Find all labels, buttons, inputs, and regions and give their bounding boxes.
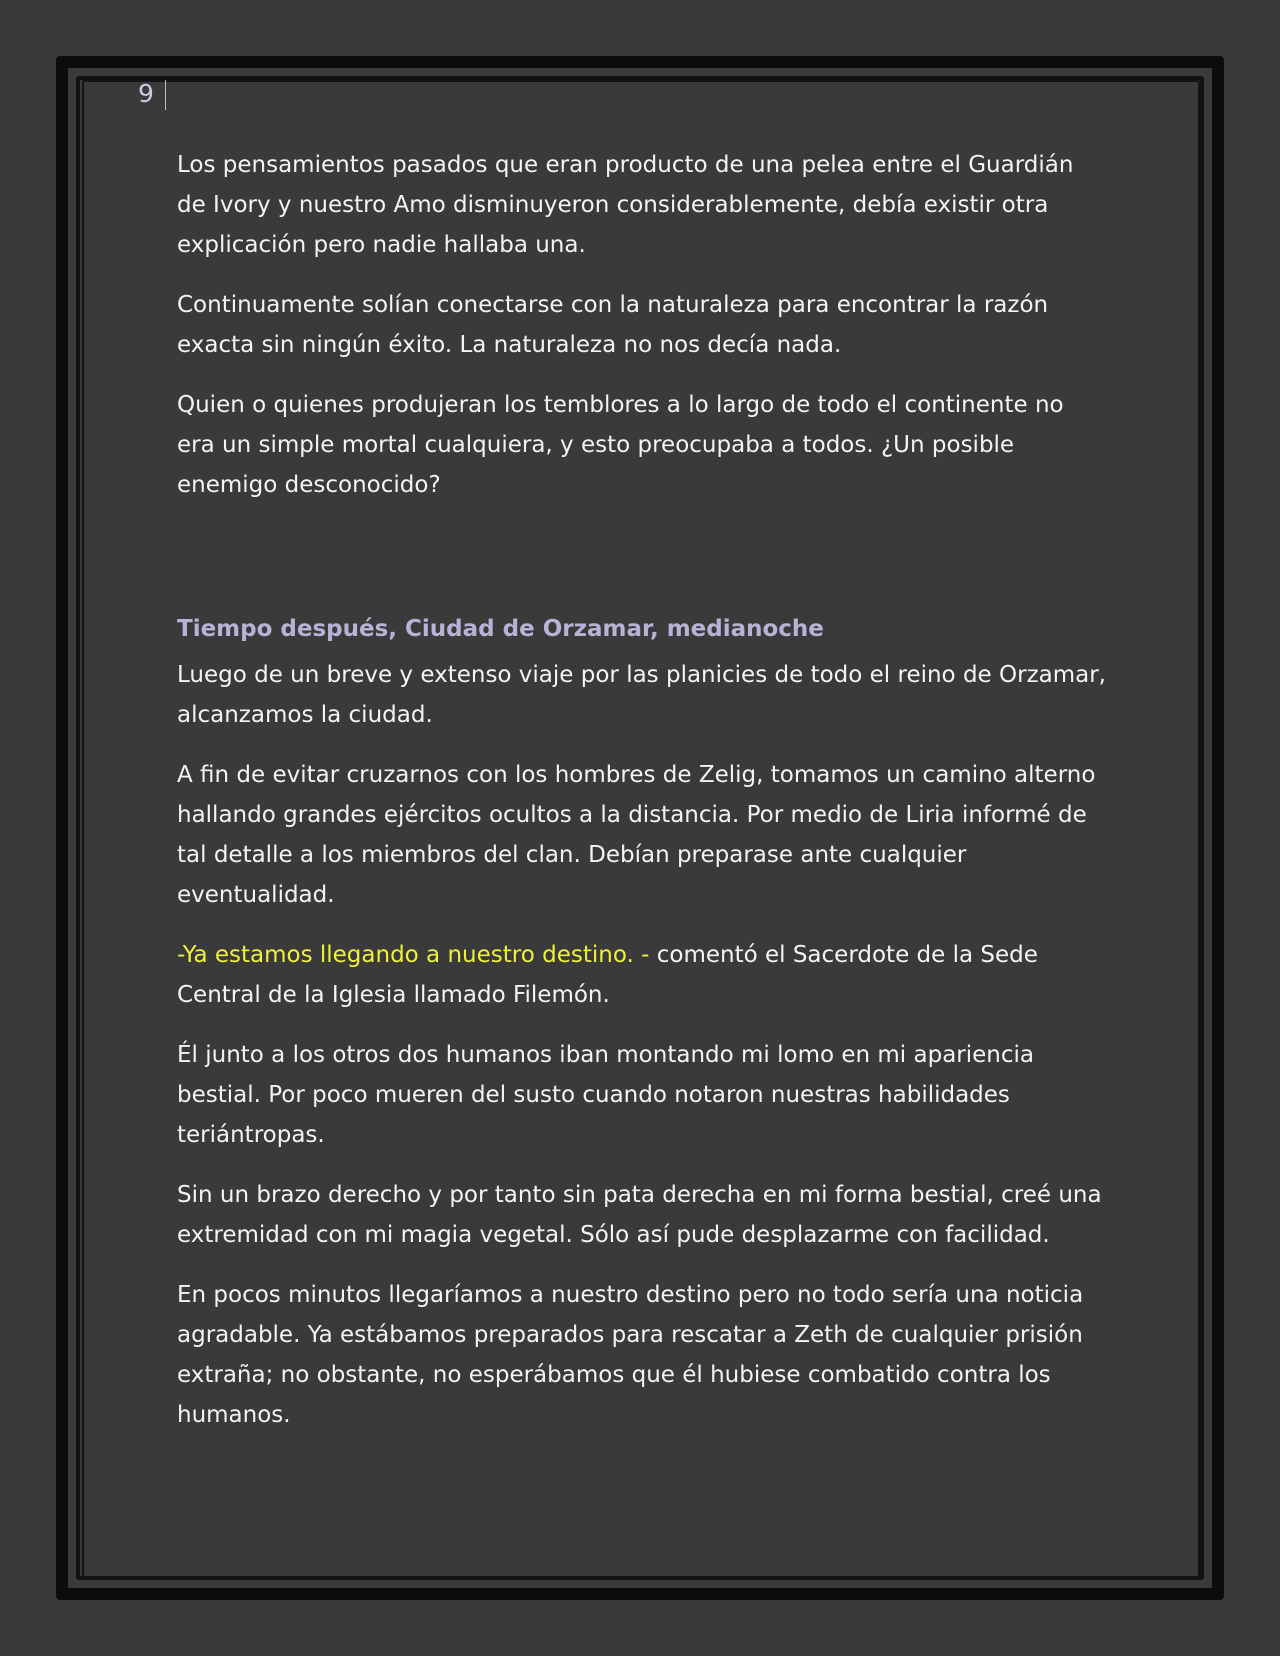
paragraph: Él junto a los otros dos humanos iban montando mi lomo en mi apariencia bestial. Por poco mueren del susto cuando notaron nuestras habilidades teriántropas.	[177, 1042, 1034, 1148]
page-body	[177, 145, 1107, 1455]
page-number: 9	[138, 79, 154, 108]
paragraph: Continuamente solían conectarse con la naturaleza para encontrar la razón exacta sin ningún éxito. La naturaleza no nos decía nada.	[177, 292, 1049, 358]
paragraph: Los pensamientos pasados que eran producto de una pelea entre el Guardián de Ivory y nuestro Amo disminuyeron considerablemente, debía existir otra explicación pero nadie hallaba una.	[177, 152, 1074, 258]
paragraph: Quien o quienes produjeran los temblores a lo largo de todo el continente no era un simple mortal cualquiera, y esto preocupaba a todos. ¿Un posible enemigo desconocido?	[177, 392, 1064, 498]
dialogue-speech: -Ya estamos llegando a nuestro destino. -	[177, 942, 650, 968]
page-number-divider	[165, 80, 166, 110]
paragraph: En pocos minutos llegaríamos a nuestro destino pero no todo sería una noticia agradable. Ya estábamos preparados para rescatar a Zeth de cualquier prisión extraña; no obstante, no esperábamos que él hubiese combatido contra los humanos.	[177, 1282, 1084, 1428]
dialogue-paragraph	[177, 935, 1107, 1015]
paragraph: Luego de un breve y extenso viaje por las planicies de todo el reino de Orzamar, alcanzamos la ciudad.	[177, 662, 1106, 728]
section-heading: Tiempo después, Ciudad de Orzamar, medianoche	[177, 616, 824, 642]
paragraph: Sin un brazo derecho y por tanto sin pata derecha en mi forma bestial, creé una extremidad con mi magia vegetal. Sólo así pude desplazarme con facilidad.	[177, 1182, 1102, 1248]
paragraph: A fin de evitar cruzarnos con los hombres de Zelig, tomamos un camino alterno hallando grandes ejércitos ocultos a la distancia. Por medio de Liria informé de tal detalle a los miembros del clan. Debían preparase ante cualquier eventualidad.	[177, 762, 1096, 908]
dialogue-narration: comentó el Sacerdote de la Sede Central de la Iglesia llamado Filemón.	[177, 942, 1038, 1008]
